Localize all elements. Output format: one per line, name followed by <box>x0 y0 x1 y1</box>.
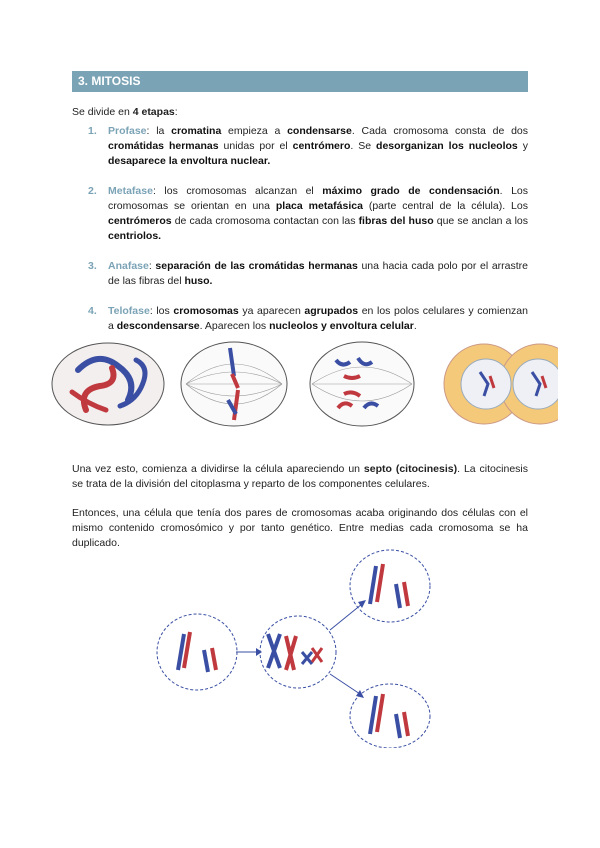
stage-anafase: 3. Anafase: separación de las cromátidas hermanas una hacia cada polo por el arrastre de las fibras del huso. <box>88 260 528 287</box>
stages-list <box>88 124 528 334</box>
stage-name: Profase <box>108 125 147 137</box>
prophase-cell-icon <box>52 343 164 425</box>
stage-number: 2. <box>88 185 97 197</box>
metaphase-cell-icon <box>181 342 287 426</box>
cell-division-diagram <box>150 548 440 748</box>
intro-bold: 4 etapas <box>132 106 175 118</box>
telophase-cell-icon <box>444 344 558 424</box>
section-header <box>72 71 528 92</box>
stage-name: Telofase <box>108 305 150 317</box>
stage-name: Metafase <box>108 185 153 197</box>
anaphase-cell-icon <box>310 342 414 426</box>
mitosis-phases-figure <box>48 340 558 430</box>
paragraph-conclusion: Entonces, una célula que tenía dos pares de cromosomas acaba originando dos células con el mismo contenido cromosómico y por tanto genético. Entre medias cada cromosoma se ha duplicado. <box>72 507 528 549</box>
stage-number: 1. <box>88 125 97 137</box>
stage-metafase: 2. Metafase: los cromosomas alcanzan el máximo grado de condensación. Los cromosomas se orientan en una placa metafásica (parte central de la célula). Los centrómeros de cada cromosoma contactan con las fibras del huso que se anclan a los centriolos. <box>88 185 529 242</box>
intro-suffix: : <box>174 106 178 118</box>
section-title: 3. MITOSIS <box>78 74 141 88</box>
stage-telofase: 4. Telofase: los cromosomas ya aparecen agrupados en los polos celulares y comienzan a descondensarse. Aparecen los nucleolos y envoltura celular. <box>88 305 528 332</box>
intro-prefix: Se divide en <box>72 106 133 118</box>
paragraph-citocinesis: Una vez esto, comienza a dividirse la célula apareciendo un septo (citocinesis). La citocinesis se trata de la división del citoplasma y reparto de los componentes celulares. <box>72 463 528 490</box>
duplicated-cell <box>260 616 336 688</box>
intro-line <box>72 106 178 118</box>
stage-profase: 1. Profase: la cromatina empieza a condensarse. Cada cromosoma consta de dos cromátidas hermanas unidas por el centrómero. Se desorganizan los nucleolos y desaparece la envoltura nuclear. <box>88 125 528 167</box>
parent-cell <box>157 614 237 690</box>
daughter-cell-bottom <box>350 684 430 748</box>
stage-number: 4. <box>88 305 97 317</box>
daughter-cell-top <box>350 550 430 622</box>
stage-name: Anafase <box>108 260 149 272</box>
stage-number: 3. <box>88 260 97 272</box>
